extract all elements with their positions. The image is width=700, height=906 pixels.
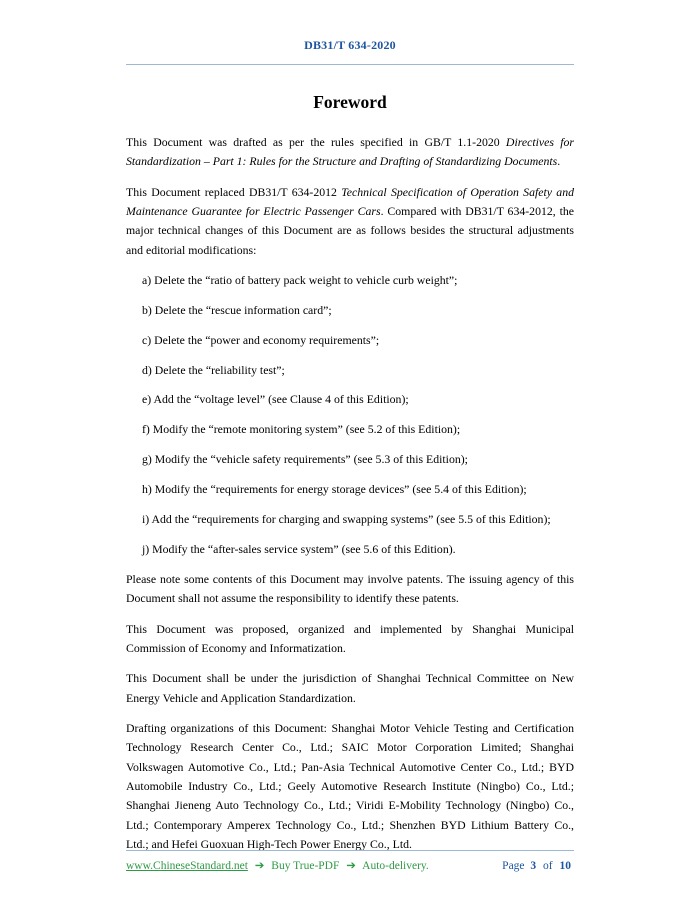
paragraph-drafting-basis <box>126 133 574 172</box>
page-footer <box>126 850 574 872</box>
arrow-icon: ➔ <box>346 860 356 872</box>
page-header <box>126 0 574 65</box>
list-item: c) Delete the “power and economy requirements”; <box>142 332 380 347</box>
total-page-number: 10 <box>559 860 571 872</box>
page-word: Page <box>502 860 525 872</box>
paragraph-run: . Compared with DB31/T 634-2012, the major technical changes of this Document are as follows besides the structural adjustments and editorial modifications: <box>126 204 575 257</box>
list-item: f) Modify the “remote monitoring system” (see 5.2 of this Edition); <box>142 422 461 437</box>
list-item: e) Add the “voltage level” (see Clause 4 of this Edition); <box>142 392 409 407</box>
of-word: of <box>543 860 553 872</box>
list-item: i) Add the “requirements for charging and swapping systems” (see 5.5 of this Edition); <box>142 511 551 526</box>
page-title: Foreword <box>313 92 387 112</box>
website-link[interactable]: www.ChineseStandard.net <box>126 860 248 872</box>
arrow-icon: ➔ <box>254 860 265 872</box>
paragraph-drafting-organizations: Drafting organizations of this Document: Shanghai Motor Vehicle Testing and Certification Technology Research Center Co., Ltd.; SAIC Motor Corporation Limited; Shanghai Volkswagen Automotive Co., Ltd.; Pan-Asia Technical Automotive Center Co., Ltd.; BYD Automobile Industry Co., Ltd.; Geely Automotive Research Institute (Ningbo) Co., Ltd.; Shanghai Jieneng Auto Technology Co., Ltd.; Viridi E-Mobility Technology (Ningbo) Co., Ltd.; Contemporary Amperex Technology Co., Ltd.; Shenzhen BYD Lithium Battery Co., Ltd.; and Hefei Guoxuan High-Tech Power Energy Co., Ltd. <box>126 721 574 852</box>
paragraph-patents-note: Please note some contents of this Document may involve patents. The issuing agency of this Document shall not assume the responsibility to identify these patents. <box>126 572 574 606</box>
list-item: j) Modify the “after-sales service system” (see 5.6 of this Edition). <box>142 541 456 556</box>
paragraph-run: This Document replaced DB31/T 634-2012 <box>126 184 342 199</box>
current-page-number: 3 <box>530 860 537 872</box>
footer-buy-text: Buy True-PDF <box>271 860 340 872</box>
list-item: b) Delete the “rescue information card”; <box>142 302 332 317</box>
footer-branding <box>126 858 429 872</box>
paragraph-run: . <box>557 154 561 169</box>
paragraph-run-italic: Directives for Standardization – Part 1: Rules for the Structure and Drafting of Standardizing Documents <box>126 135 574 169</box>
paragraph-run-italic: Technical Specification of Operation Safety and Maintenance Guarantee for Electric Passenger Cars <box>126 184 574 219</box>
paragraph-replacement <box>126 183 574 260</box>
footer-delivery-text: Auto-delivery. <box>362 860 429 872</box>
list-item: h) Modify the “requirements for energy storage devices” (see 5.4 of this Edition); <box>142 481 527 496</box>
list-item: a) Delete the “ratio of battery pack weight to vehicle curb weight”; <box>142 273 458 288</box>
header-divider <box>126 64 574 65</box>
document-number: DB31/T 634-2020 <box>304 38 396 52</box>
changes-list <box>126 271 574 559</box>
list-item: g) Modify the “vehicle safety requirements” (see 5.3 of this Edition); <box>142 452 468 467</box>
list-item: d) Delete the “reliability test”; <box>142 362 285 377</box>
paragraph-proposed-by: This Document was proposed, organized and implemented by Shanghai Municipal Commission of Economy and Informatization. <box>126 621 574 656</box>
paragraph-jurisdiction: This Document shall be under the jurisdiction of Shanghai Technical Committee on New Energy Vehicle and Application Standardization. <box>126 671 574 705</box>
paragraph-run: This Document was drafted as per the rules specified in GB/T 1.1-2020 <box>126 135 506 149</box>
page-indicator <box>502 860 574 872</box>
